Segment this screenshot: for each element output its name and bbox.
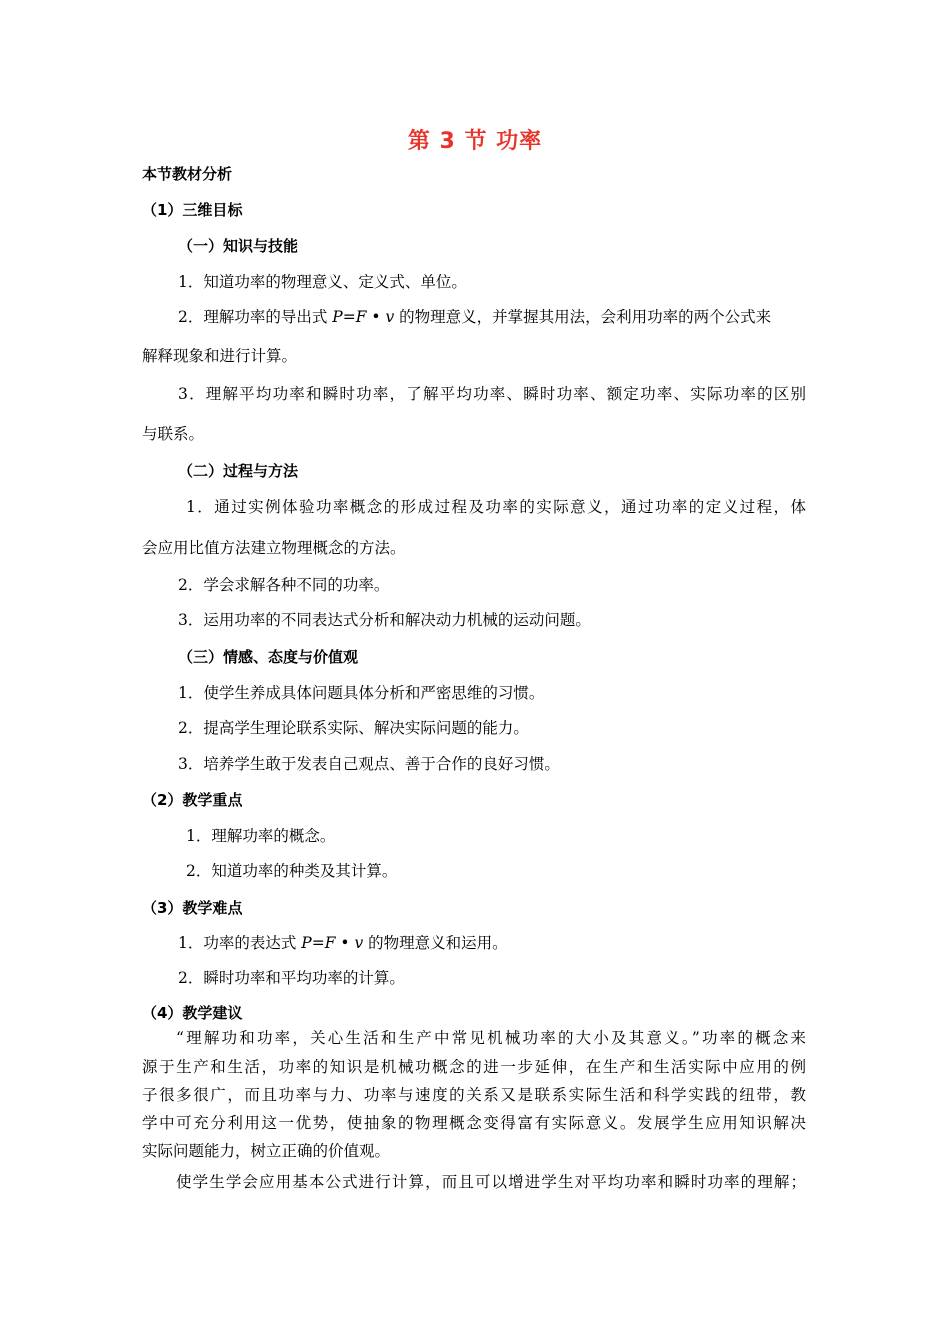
suggestions-heading: （4）教学建议: [142, 1004, 243, 1022]
list-item-continuation: 会应用比值方法建立物理概念的方法。: [142, 539, 406, 557]
paragraph-line: 学中可充分利用这一优势，使抽象的物理概念变得富有实际意义。发展学生应用知识解决: [142, 1114, 806, 1132]
power-formula: P=F • v: [301, 934, 364, 952]
list-item: 1．通过实例体验功率概念的形成过程及功率的实际意义，通过功率的定义过程，体: [186, 498, 806, 516]
power-formula: P=F • v: [332, 308, 395, 326]
list-item: 2．学会求解各种不同的功率。: [178, 576, 390, 594]
paragraph-line: 使学生学会应用基本公式进行计算，而且可以增进学生对平均功率和瞬时功率的理解；: [176, 1173, 806, 1191]
paragraph-line: 子很多很广，而且功率与力、功率与速度的关系又是联系实际生活和科学实践的纽带，教: [142, 1086, 806, 1104]
list-item: 2．瞬时功率和平均功率的计算。: [178, 969, 405, 987]
text-run: 的物理意义和运用。: [363, 934, 508, 952]
section-heading: 本节教材分析: [142, 165, 233, 183]
key-points-heading: （2）教学重点: [142, 791, 243, 809]
list-item: 3．运用功率的不同表达式分析和解决动力机械的运动问题。: [178, 611, 591, 629]
paragraph-line: 源于生产和生活，功率的知识是机械功概念的进一步延伸，在生产和生活实际中应用的例: [142, 1058, 806, 1076]
list-item-continuation: 与联系。: [142, 425, 205, 443]
list-item: 1．知道功率的物理意义、定义式、单位。: [178, 273, 467, 291]
text-run: 2．理解功率的导出式: [178, 308, 333, 326]
list-item: 1．理解功率的概念。: [186, 827, 336, 845]
paragraph-line: 实际问题能力，树立正确的价值观。: [142, 1142, 391, 1160]
list-item-continuation: 解释现象和进行计算。: [142, 347, 298, 365]
text-run: 的物理意义，并掌握其用法，会利用功率的两个公式来: [394, 308, 772, 326]
list-item: 3．培养学生敢于发表自己观点、善于合作的良好习惯。: [178, 755, 560, 773]
process-method-heading: （二）过程与方法: [178, 462, 299, 480]
attitude-values-heading: （三）情感、态度与价值观: [178, 648, 359, 666]
list-item: 2．知道功率的种类及其计算。: [186, 862, 398, 880]
knowledge-skills-heading: （一）知识与技能: [178, 237, 299, 255]
page-title: 第 3 节 功率: [407, 129, 543, 154]
list-item: [178, 933, 508, 953]
list-item: 2．提高学生理论联系实际、解决实际问题的能力。: [178, 719, 529, 737]
text-run: 1．功率的表达式: [178, 934, 302, 952]
paragraph-line: “理解功和功率，关心生活和生产中常见机械功率的大小及其意义。”功率的概念来: [176, 1029, 806, 1047]
difficulties-heading: （3）教学难点: [142, 899, 243, 917]
list-item: 1．使学生养成具体问题具体分析和严密思维的习惯。: [178, 684, 545, 702]
list-item: [178, 307, 771, 327]
list-item: 3．理解平均功率和瞬时功率，了解平均功率、瞬时功率、额定功率、实际功率的区别: [178, 385, 806, 403]
goals-heading: （1）三维目标: [142, 201, 243, 219]
